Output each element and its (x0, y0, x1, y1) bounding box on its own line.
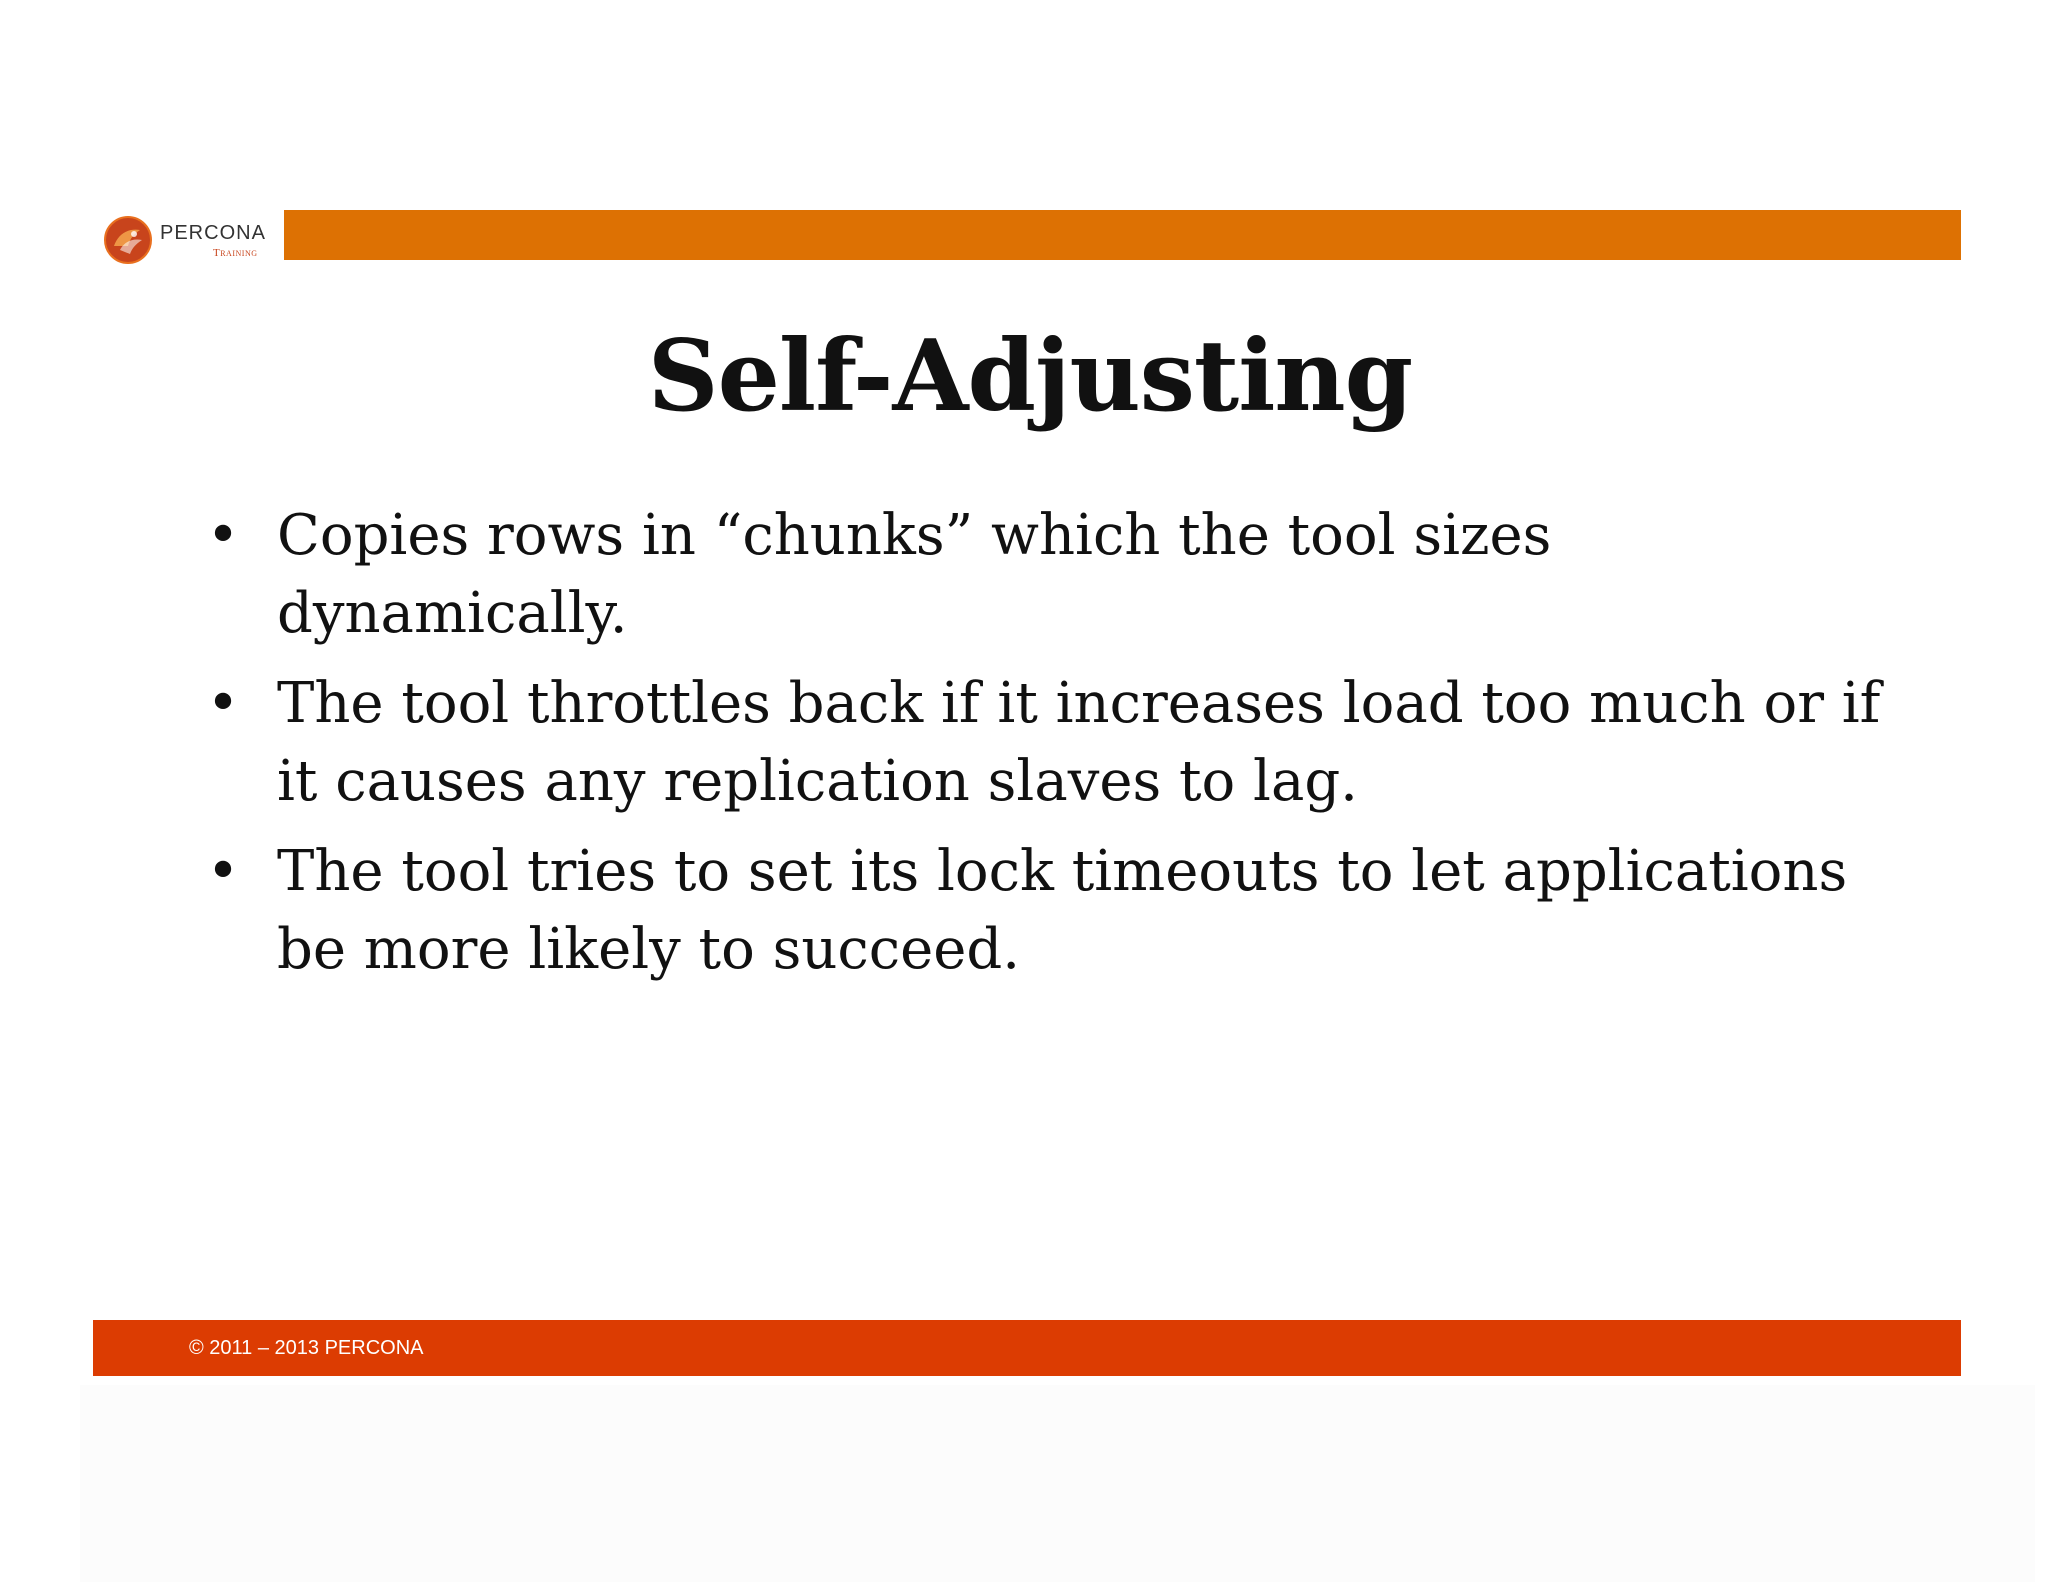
bullet-text: The tool throttles back if it increases load too much or if it causes any replication slaves to lag. (277, 671, 1881, 814)
percona-logo-icon (104, 216, 152, 264)
bullet-icon: • (206, 671, 240, 736)
bullet-text: Copies rows in “chunks” which the tool sizes dynamically. (277, 503, 1552, 646)
logo-subtitle: Training (213, 247, 258, 259)
percona-logo (104, 214, 294, 274)
footer-copyright: © 2011 – 2013 PERCONA (189, 1337, 424, 1359)
bullet-icon: • (206, 839, 240, 904)
header-bar (284, 210, 1961, 260)
bullet-item (205, 665, 1905, 821)
bullet-text: The tool tries to set its lock timeouts to let applications be more likely to succeed. (277, 839, 1848, 982)
bullet-item (205, 497, 1905, 653)
footer-bar (93, 1320, 1961, 1376)
slide-title: Self-Adjusting (647, 319, 1413, 434)
bullet-list (205, 497, 1905, 1001)
page-shadow-area (80, 1385, 2035, 1582)
bullet-icon: • (206, 503, 240, 568)
logo-name: PERCONA (160, 222, 266, 244)
bullet-item (205, 833, 1905, 989)
